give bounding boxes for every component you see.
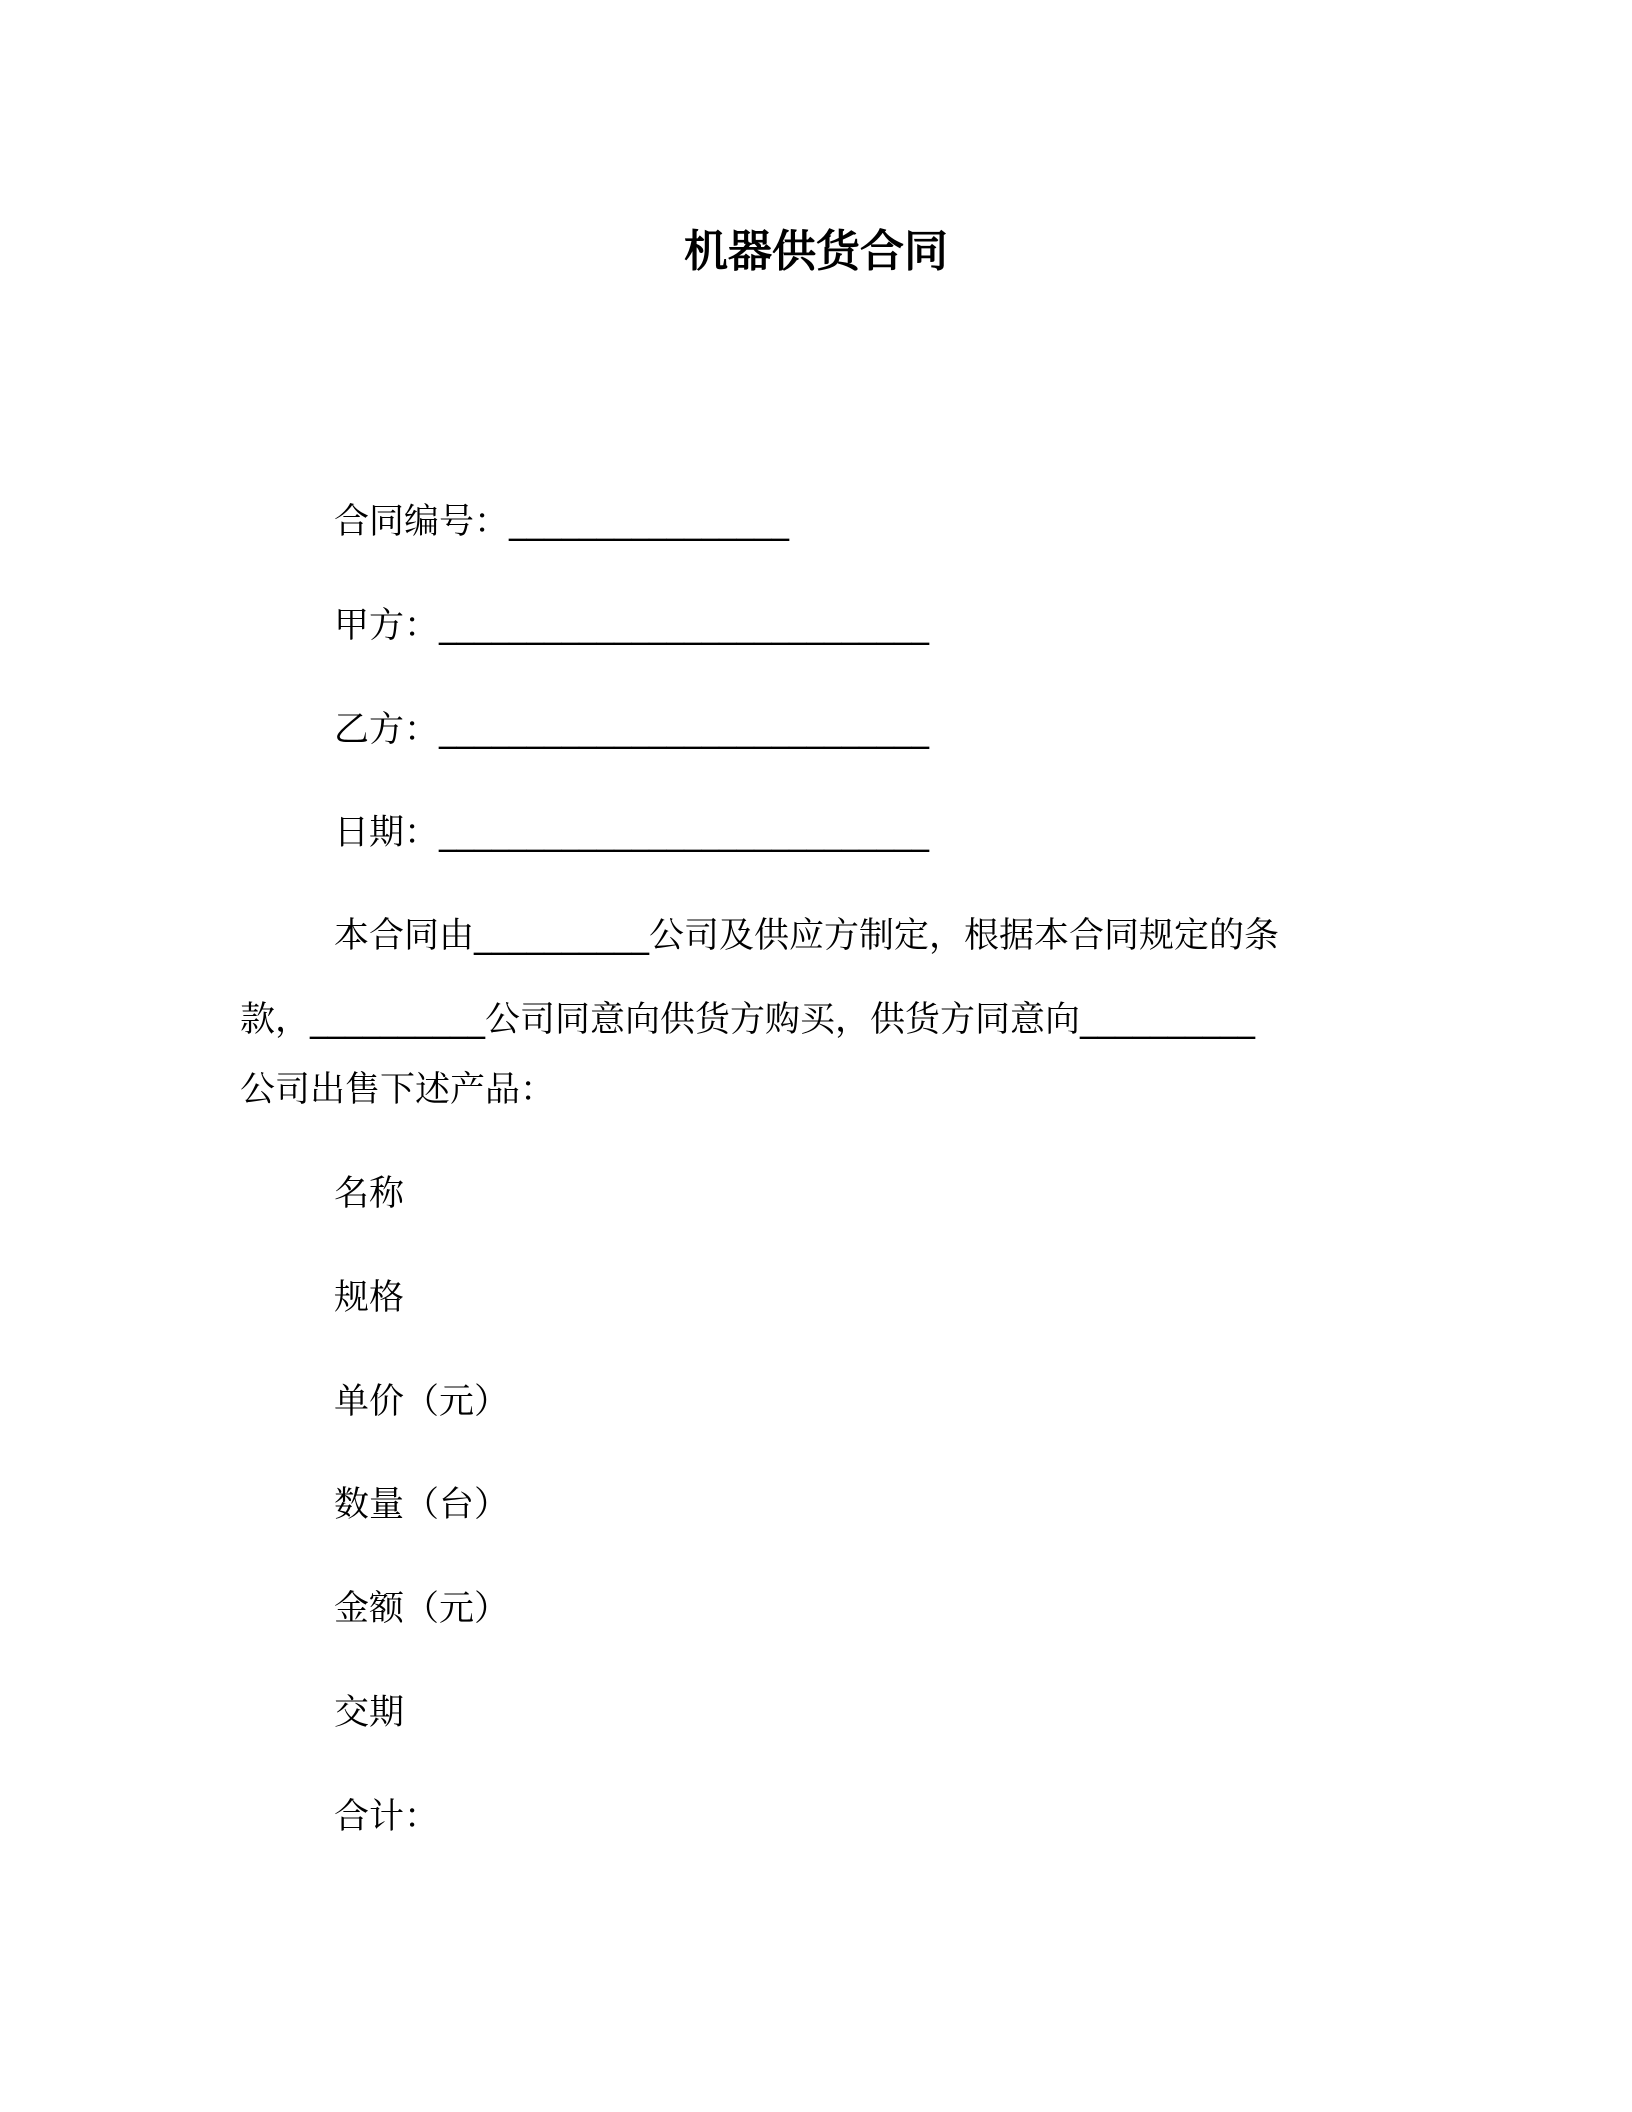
date-field: 日期：____________________________ (334, 813, 930, 853)
product-item-delivery: 交期 (334, 1693, 405, 1733)
intro-paragraph-line-2: 款，__________公司同意向供货方购买，供货方同意向__________ (240, 1000, 1256, 1040)
party-a-field: 甲方：____________________________ (334, 606, 930, 646)
intro-paragraph-line-1: 本合同由__________公司及供应方制定，根据本合同规定的条 (334, 916, 1280, 956)
intro-paragraph-line-3: 公司出售下述产品： (240, 1070, 556, 1110)
product-item-unit-price: 单价（元） (334, 1382, 510, 1422)
product-item-amount: 金额（元） (334, 1589, 510, 1629)
product-item-total: 合计： (334, 1797, 440, 1837)
product-item-quantity: 数量（台） (334, 1485, 510, 1525)
product-item-name: 名称 (334, 1174, 405, 1214)
document-title: 机器供货合同 (684, 226, 948, 277)
product-item-spec: 规格 (334, 1278, 405, 1318)
contract-number-field: 合同编号：________________ (334, 502, 790, 542)
party-b-field: 乙方：____________________________ (334, 710, 930, 750)
